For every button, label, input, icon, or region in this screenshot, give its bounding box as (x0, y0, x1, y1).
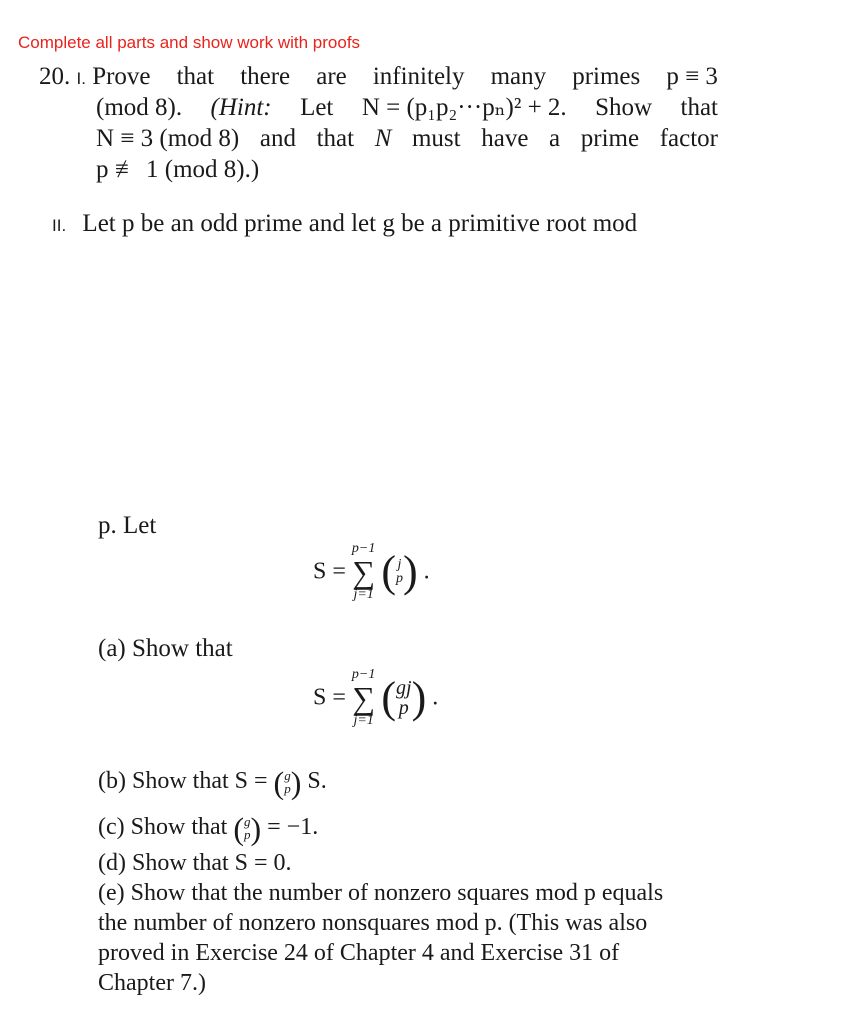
problem-part-1 (39, 61, 718, 185)
part1-marker: I. (76, 69, 86, 88)
word: (mod 8). (96, 94, 183, 121)
sum-upper-limit: p−1 (351, 541, 376, 556)
eq-period: . (432, 684, 439, 711)
part2-text: Let p be an odd prime and let g be a primitive root mod (82, 210, 638, 237)
summation (352, 668, 375, 728)
part-d: (d) Show that S = 0. (98, 850, 292, 876)
word: there (240, 63, 291, 90)
part1-line-3 (39, 123, 718, 154)
part1-line-4 (39, 154, 718, 185)
word: have (481, 125, 529, 152)
part-c-end: = −1. (267, 814, 319, 840)
legendre-symbol: j p (396, 557, 403, 586)
parts-b-to-e (98, 766, 698, 998)
legendre-symbol: g p (284, 768, 291, 797)
part2-continuation: p. Let (98, 512, 157, 539)
close-paren: ) (250, 810, 262, 847)
eq-lhs: S = (313, 558, 346, 585)
sigma-symbol: ∑ (352, 680, 376, 716)
sum-lower-limit: j=1 (353, 713, 374, 728)
part-b-text: (b) Show that S = (98, 768, 268, 794)
instruction-text: Complete all parts and show work with proofs (18, 33, 361, 52)
word: prime (580, 125, 640, 152)
word: Show (595, 94, 653, 121)
part-b-end: S. (307, 768, 327, 794)
word: and (259, 125, 296, 152)
part-e-line-2: the number of nonzero nonsquares mod p. (This was also (98, 910, 648, 936)
math-N-definition: N = (p₁p₂···pₙ)² + 2. (361, 94, 567, 121)
part-e-line-4: Chapter 7.) (98, 970, 206, 996)
word: that (176, 63, 215, 90)
word: must (411, 125, 461, 152)
word: are (316, 63, 347, 90)
word: many (490, 63, 547, 90)
eq-period: . (423, 558, 430, 585)
part-e-line-1: (e) Show that the number of nonzero squares mod p equals (98, 880, 664, 906)
hint-label: (Hint: (210, 94, 272, 121)
math-congruence: N ≡ 3 (mod 8) (96, 125, 240, 152)
part1-line-1 (39, 61, 718, 92)
part1-line-2 (39, 92, 718, 123)
open-paren: ( (381, 547, 396, 596)
math-noncongruence: p ≢ 1 (mod 8).) (96, 156, 260, 183)
problem-part-2 (52, 208, 637, 241)
word: Let (300, 94, 334, 121)
equation-sum-gj (313, 668, 438, 728)
word: that (316, 125, 355, 152)
problem-number: 20. I. Prove (39, 63, 151, 90)
part-b (98, 766, 698, 812)
summation (352, 542, 375, 602)
part-c-text: (c) Show that (98, 814, 228, 840)
close-paren: ) (403, 547, 418, 596)
math-congruence: p ≡ 3 (666, 63, 718, 90)
word: that (680, 94, 718, 121)
part-c (98, 812, 698, 848)
sigma-symbol: ∑ (352, 554, 376, 590)
sum-upper-limit: p−1 (351, 667, 376, 682)
equation-sum-definition (313, 542, 430, 602)
open-paren: ( (273, 764, 285, 801)
part-a-label: (a) Show that (98, 635, 233, 662)
open-paren: ( (233, 810, 244, 847)
eq-lhs: S = (313, 684, 346, 711)
close-paren: ) (411, 673, 427, 722)
legendre-symbol: gj p (396, 677, 412, 719)
sum-lower-limit: j=1 (353, 587, 374, 602)
word: factor (659, 125, 718, 152)
legendre-symbol: g p (243, 814, 251, 843)
open-paren: ( (381, 673, 396, 722)
word: a (549, 125, 561, 152)
word: infinitely (372, 63, 465, 90)
close-paren: ) (290, 764, 302, 801)
math-var: N (374, 125, 392, 152)
part-e-line-3: proved in Exercise 24 of Chapter 4 and Exercise 31 of (98, 940, 620, 966)
word: primes (572, 63, 641, 90)
part2-marker: II. (52, 216, 67, 235)
